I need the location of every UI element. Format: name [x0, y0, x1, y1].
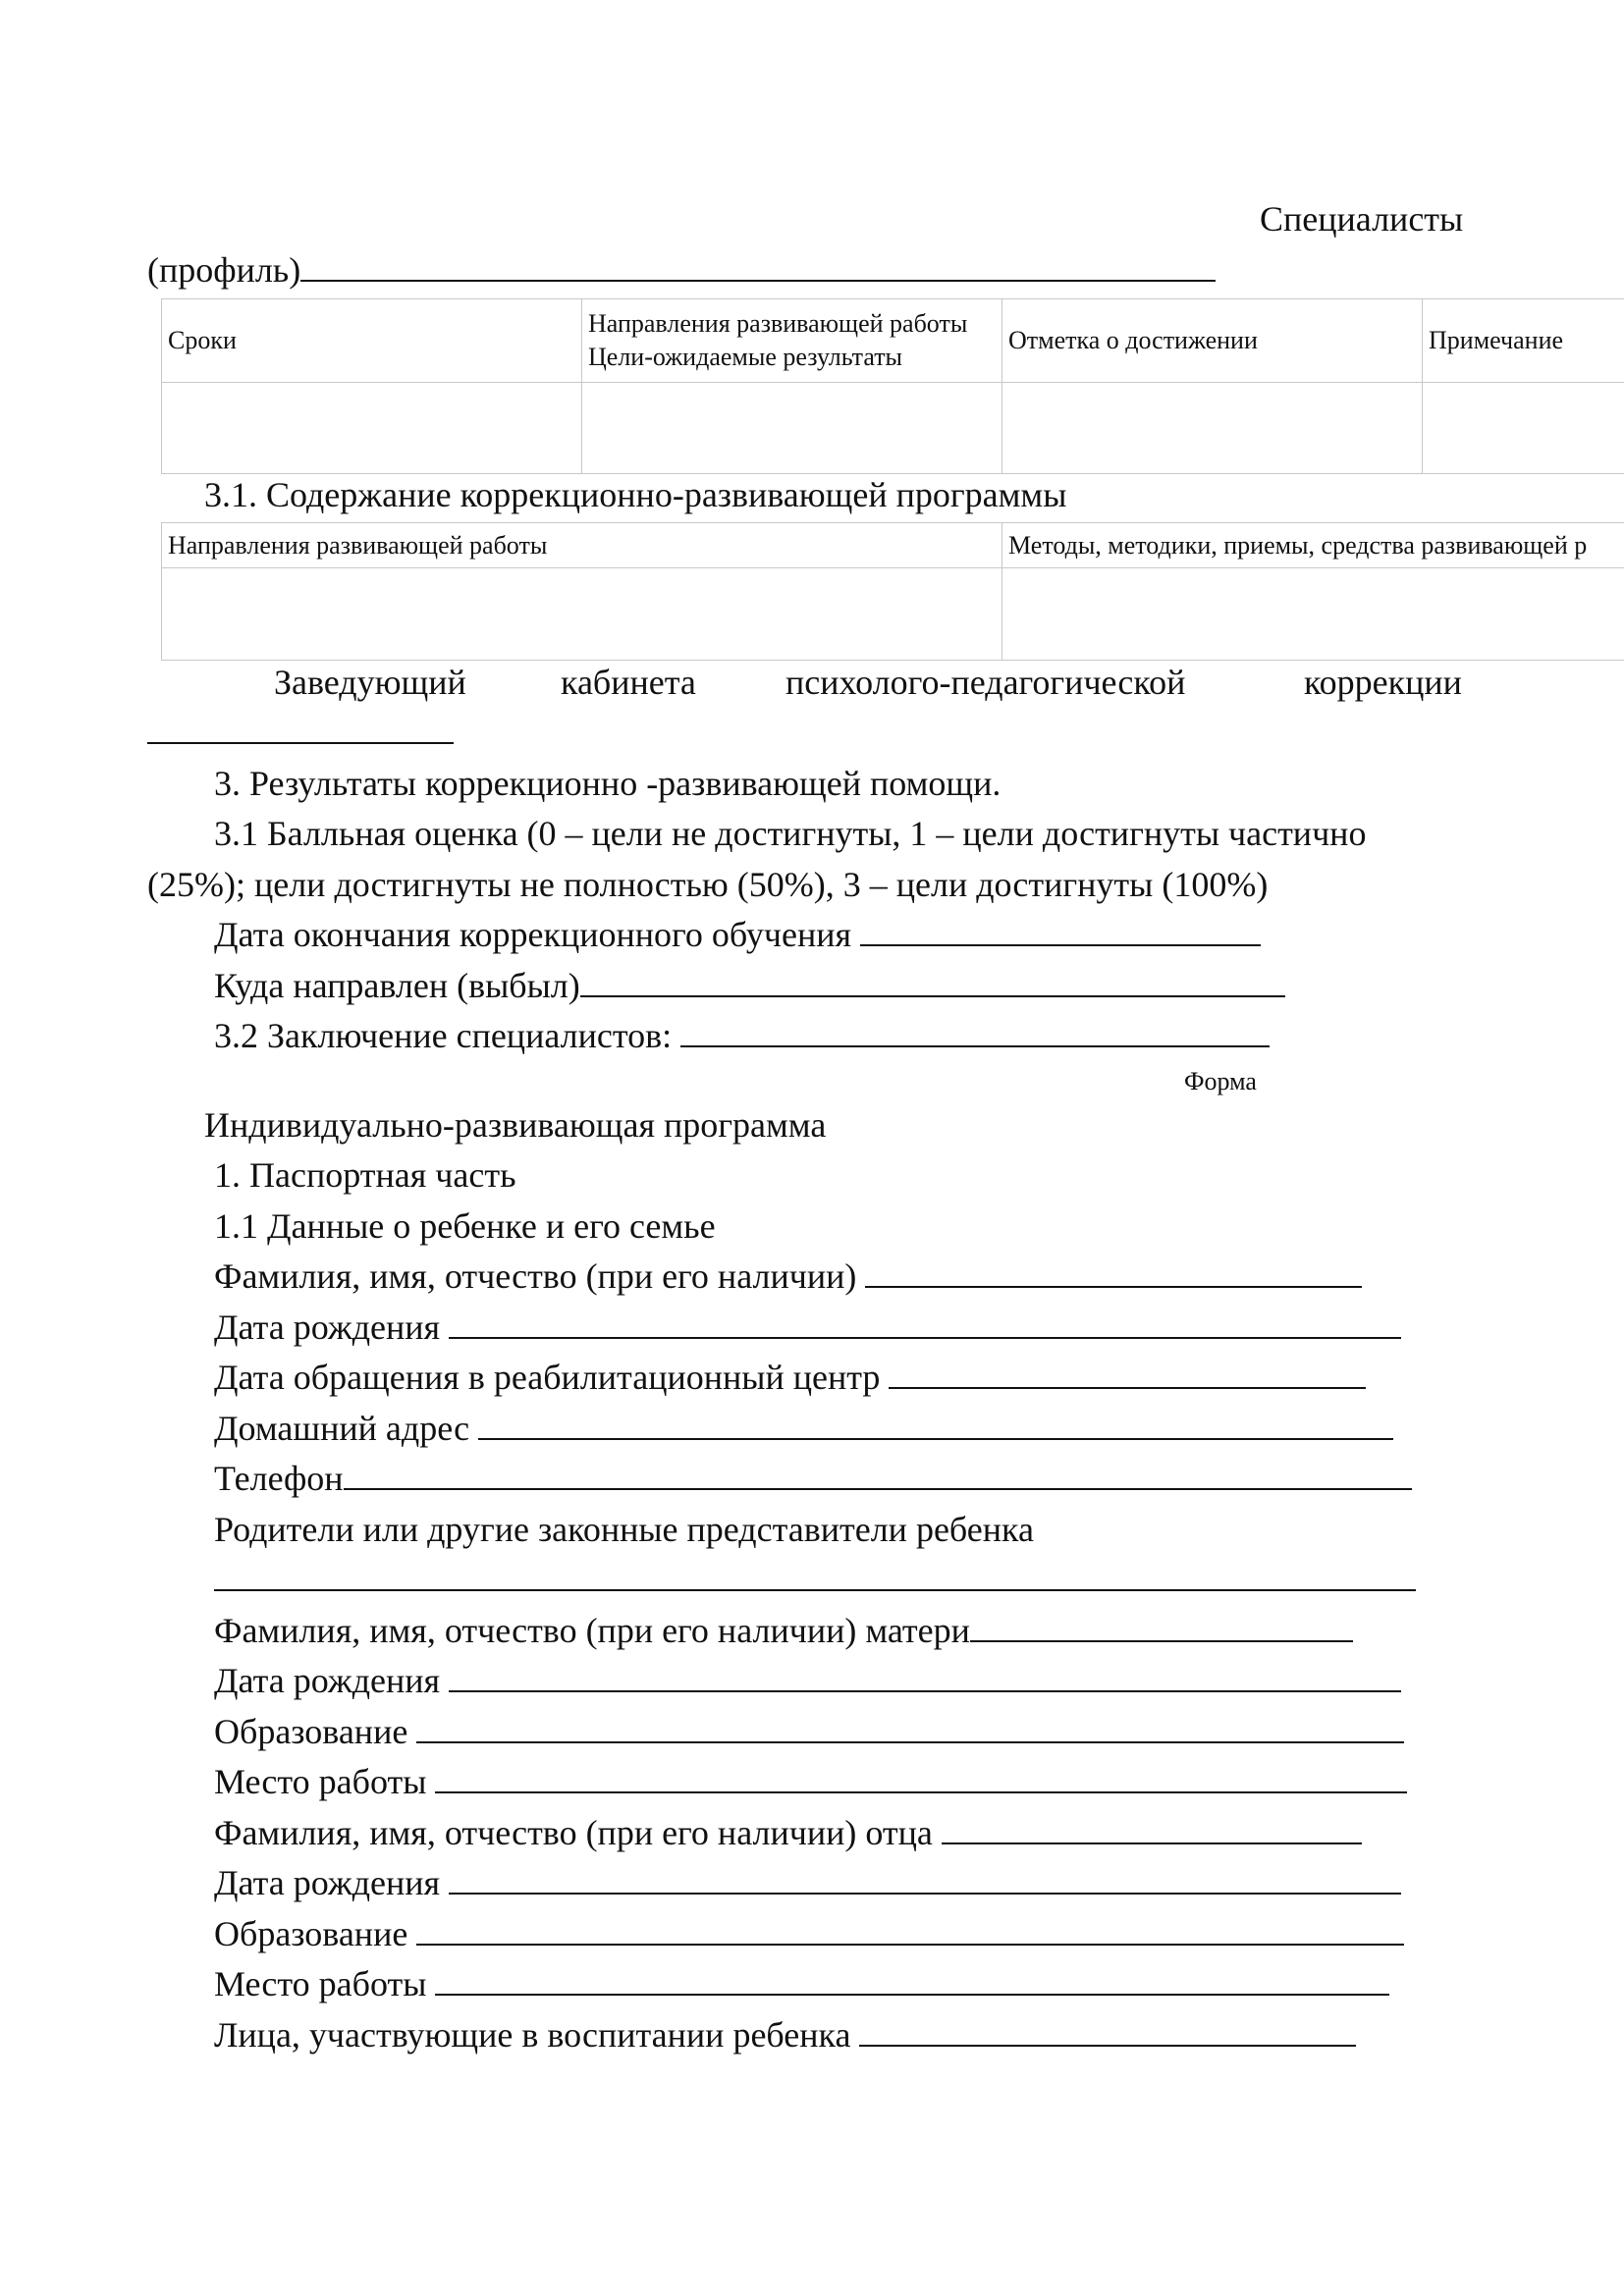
- header-cell-directions: [582, 299, 1002, 383]
- table-cell[interactable]: [582, 383, 1002, 474]
- mother-name-label: Фамилия, имя, отчество (при его наличии) матери: [214, 1611, 970, 1650]
- end-date-line: [214, 913, 1261, 956]
- phone-label: Телефон: [214, 1459, 344, 1498]
- table-header-row: [162, 523, 1624, 568]
- father-edu-line: [214, 1912, 1404, 1955]
- head-of-office-word-1: Заведующий: [274, 663, 466, 702]
- child-name-label: Фамилия, имя, отчество (при его наличии): [214, 1256, 857, 1296]
- directed-label: Куда направлен (выбыл): [214, 966, 580, 1005]
- profile-line: [147, 248, 1216, 292]
- birth-date-field[interactable]: [449, 1308, 1401, 1339]
- parents-field[interactable]: [214, 1560, 1416, 1591]
- birth-date-label: Дата рождения: [214, 1308, 441, 1347]
- end-date-underline[interactable]: [860, 915, 1261, 946]
- header-cell-methods: Методы, методики, приемы, средства развивающей р: [1002, 523, 1624, 568]
- conclusion-line: [214, 1014, 1270, 1057]
- birth-date-line: [214, 1306, 1401, 1349]
- mother-work-label: Место работы: [214, 1762, 427, 1801]
- score-line-2: (25%); цели достигнуты не полностью (50%), 3 – цели достигнуты (100%): [147, 865, 1269, 904]
- section-3-1-title: 3.1. Содержание коррекционно-развивающей программы: [204, 475, 1067, 514]
- header-directions-line2: Цели-ожидаемые результаты: [588, 343, 903, 371]
- header-cell-achievement: Отметка о достижении: [1002, 299, 1423, 383]
- father-birth-label: Дата рождения: [214, 1863, 441, 1902]
- address-field[interactable]: [478, 1409, 1393, 1440]
- head-of-office-underline[interactable]: [147, 713, 454, 744]
- upbringing-label: Лица, участвующие в воспитании ребенка: [214, 2015, 851, 2055]
- end-date-label: Дата окончания коррекционного обучения: [214, 915, 852, 954]
- passport-part-title: 1. Паспортная часть: [214, 1155, 516, 1195]
- mother-edu-label: Образование: [214, 1712, 408, 1751]
- head-of-office-word-2: кабинета: [561, 663, 696, 702]
- mother-edu-line: [214, 1710, 1404, 1753]
- profile-label: (профиль): [147, 250, 301, 290]
- upbringing-field[interactable]: [859, 2015, 1356, 2047]
- program-title: Индивидуально-развивающая программа: [204, 1105, 827, 1145]
- father-work-line: [214, 1962, 1389, 2005]
- mother-edu-field[interactable]: [416, 1712, 1404, 1743]
- appeal-date-line: [214, 1356, 1366, 1399]
- form-label: Форма: [1184, 1067, 1257, 1095]
- upbringing-line: [214, 2013, 1356, 2056]
- directed-underline[interactable]: [580, 966, 1285, 997]
- table-header-row: [162, 299, 1624, 383]
- profile-underline[interactable]: [300, 250, 1216, 282]
- father-name-field[interactable]: [942, 1813, 1362, 1844]
- table-cell[interactable]: [1002, 383, 1423, 474]
- phone-field[interactable]: [344, 1459, 1412, 1490]
- appeal-date-label: Дата обращения в реабилитационный центр: [214, 1358, 881, 1397]
- child-name-line: [214, 1255, 1362, 1298]
- father-work-field[interactable]: [435, 1964, 1389, 1996]
- table-cell[interactable]: [1423, 383, 1624, 474]
- score-line-1: 3.1 Балльная оценка (0 – цели не достигнуты, 1 – цели достигнуты частично: [214, 814, 1367, 853]
- appeal-date-field[interactable]: [889, 1358, 1366, 1389]
- father-name-line: [214, 1811, 1362, 1854]
- program-content-table: [161, 522, 1624, 661]
- table-row: [162, 568, 1624, 661]
- address-label: Домашний адрес: [214, 1409, 470, 1448]
- conclusion-underline[interactable]: [680, 1016, 1270, 1047]
- mother-work-line: [214, 1760, 1407, 1803]
- header-cell-directions: Направления развивающей работы: [162, 523, 1002, 568]
- head-of-office-word-3: психолого-педагогической: [785, 663, 1186, 702]
- father-edu-label: Образование: [214, 1914, 408, 1953]
- child-family-data-title: 1.1 Данные о ребенке и его семье: [214, 1206, 716, 1246]
- phone-line: [214, 1457, 1412, 1500]
- results-title: 3. Результаты коррекционно -развивающей помощи.: [214, 764, 1001, 803]
- address-line: [214, 1407, 1393, 1450]
- mother-name-field[interactable]: [970, 1611, 1353, 1642]
- header-directions-line1: Направления развивающей работы: [588, 309, 968, 338]
- directed-line: [214, 964, 1285, 1007]
- father-birth-field[interactable]: [449, 1863, 1401, 1895]
- father-work-label: Место работы: [214, 1964, 427, 2003]
- goals-table: [161, 298, 1624, 474]
- table-row: [162, 383, 1624, 474]
- mother-birth-field[interactable]: [449, 1661, 1401, 1692]
- head-of-office-signature-line: [147, 711, 454, 754]
- parents-label: Родители или другие законные представители ребенка: [214, 1510, 1034, 1549]
- father-edu-field[interactable]: [416, 1914, 1404, 1946]
- child-name-field[interactable]: [865, 1256, 1362, 1288]
- specialists-label: Специалисты: [1260, 199, 1464, 239]
- header-cell-terms: Сроки: [162, 299, 582, 383]
- father-name-label: Фамилия, имя, отчество (при его наличии) отца: [214, 1813, 933, 1852]
- conclusion-label: 3.2 Заключение специалистов:: [214, 1016, 673, 1055]
- table-cell[interactable]: [1002, 568, 1624, 661]
- mother-birth-label: Дата рождения: [214, 1661, 441, 1700]
- parents-line: [214, 1558, 1416, 1601]
- table-cell[interactable]: [162, 568, 1002, 661]
- father-birth-line: [214, 1861, 1401, 1904]
- table-cell[interactable]: [162, 383, 582, 474]
- mother-work-field[interactable]: [435, 1762, 1407, 1793]
- header-cell-note: Примечание: [1423, 299, 1624, 383]
- mother-name-line: [214, 1609, 1353, 1652]
- mother-birth-line: [214, 1659, 1401, 1702]
- head-of-office-word-4: коррекции: [1304, 663, 1462, 702]
